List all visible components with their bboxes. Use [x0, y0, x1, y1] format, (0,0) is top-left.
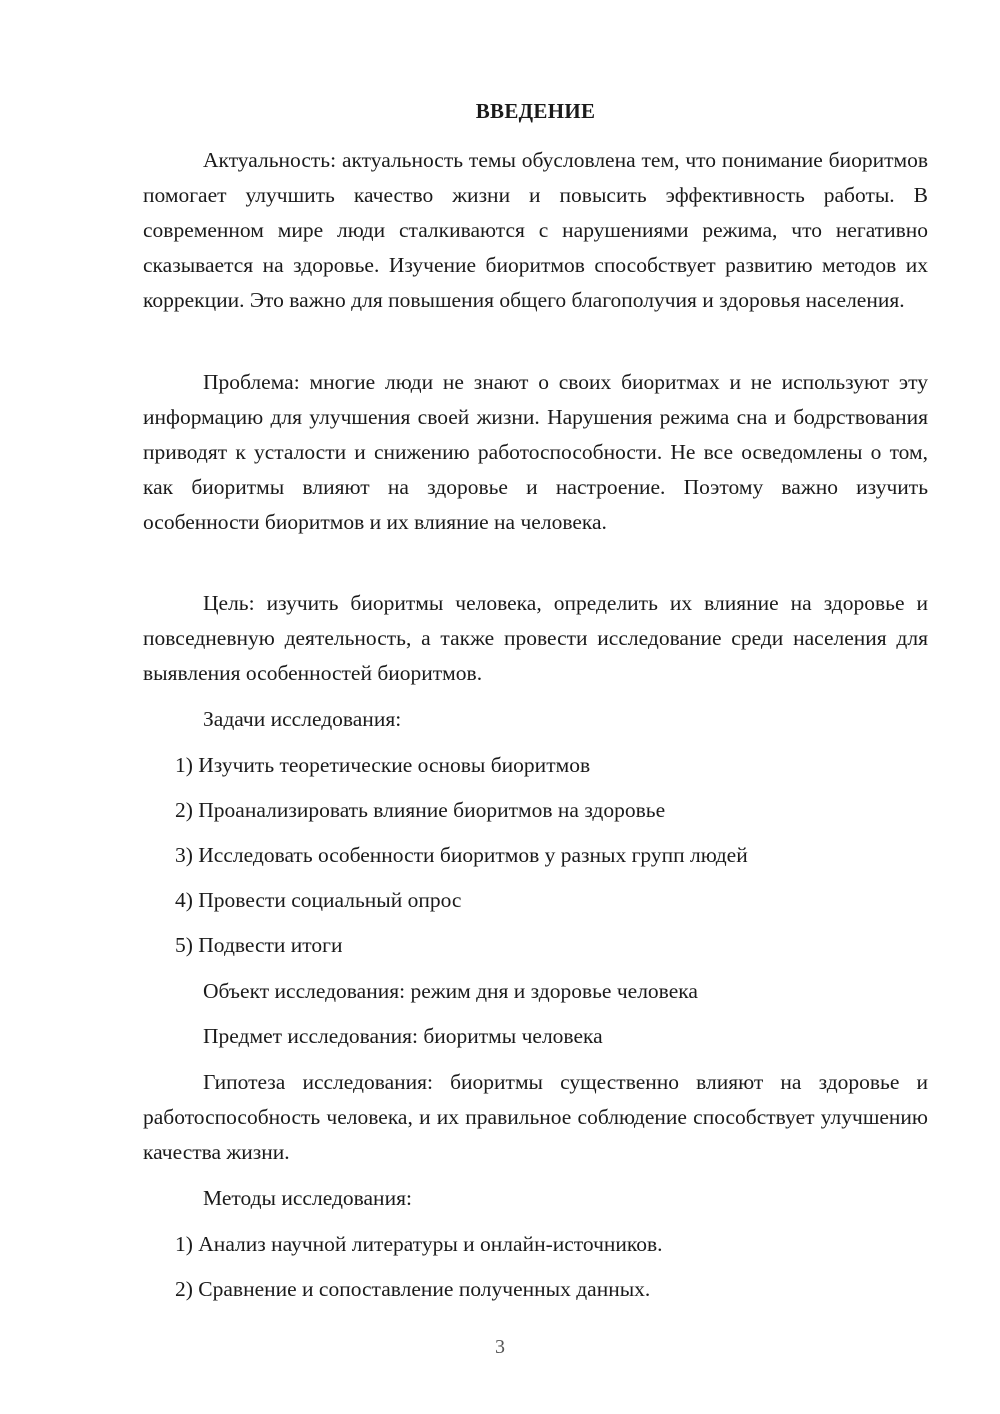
task-item-1: 1) Изучить теоретические основы биоритмов	[175, 753, 591, 777]
page-number: 3	[495, 1336, 505, 1358]
object-line: Объект исследования: режим дня и здоровье человека	[203, 979, 698, 1003]
hypothesis-paragraph: Гипотеза исследования: биоритмы существенно влияют на здоровье и работоспособность человека, и их правильное соблюдение способствует улучшению качества жизни.	[143, 1070, 928, 1164]
method-item-2: 2) Сравнение и сопоставление полученных данных.	[175, 1277, 651, 1301]
goal-paragraph: Цель: изучить биоритмы человека, определить их влияние на здоровье и повседневную деятельность, а также провести исследование среди населения для выявления особенностей биоритмов.	[143, 591, 928, 685]
task-item-5: 5) Подвести итоги	[175, 933, 343, 957]
problem-paragraph: Проблема: многие люди не знают о своих биоритмах и не используют эту информацию для улучшения своей жизни. Нарушения режима сна и бодрствования приводят к усталости и снижению работоспособности. Не все осведомлены о том, как биоритмы влияют на здоровье и настроение. Поэтому важно изучить особенности биоритмов и их влияние на человека.	[143, 370, 928, 534]
subject-line: Предмет исследования: биоритмы человека	[203, 1024, 603, 1048]
task-item-3: 3) Исследовать особенности биоритмов у разных групп людей	[175, 843, 748, 867]
methods-heading: Методы исследования:	[203, 1186, 412, 1210]
method-item-1: 1) Анализ научной литературы и онлайн-источников.	[175, 1232, 663, 1256]
task-item-4: 4) Провести социальный опрос	[175, 888, 462, 912]
task-item-2: 2) Проанализировать влияние биоритмов на здоровье	[175, 798, 666, 822]
tasks-heading: Задачи исследования:	[203, 707, 402, 731]
relevance-paragraph: Актуальность: актуальность темы обусловлена тем, что понимание биоритмов помогает улучшить качество жизни и повысить эффективность работы. В современном мире люди сталкиваются с нарушениями режима, что негативно сказывается на здоровье. Изучение биоритмов способствует развитию методов их коррекции. Это важно для повышения общего благополучия и здоровья населения.	[143, 148, 928, 312]
page-title: ВВЕДЕНИЕ	[475, 99, 596, 123]
